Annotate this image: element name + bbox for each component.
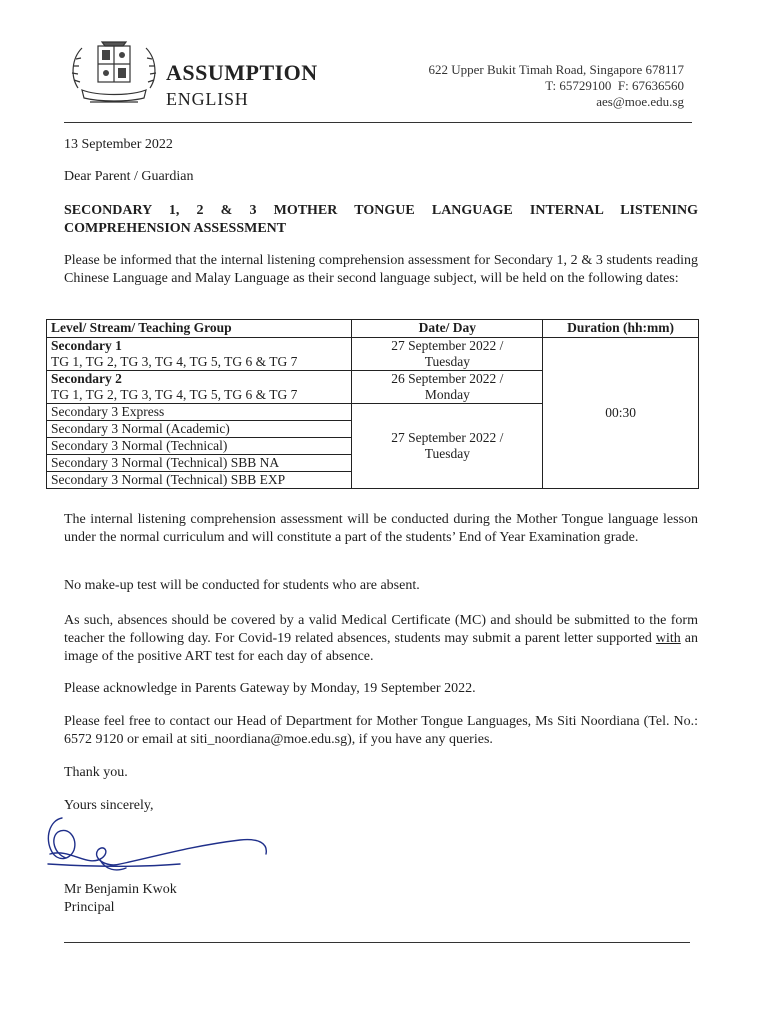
assessment-date: 27 September 2022 / (391, 430, 504, 445)
letter-date: 13 September 2022 (64, 137, 173, 152)
teaching-groups: TG 1, TG 2, TG 3, TG 4, TG 5, TG 6 & TG 7 (51, 354, 298, 369)
absence-text-underlined: with (655, 631, 681, 646)
school-name: ASSUMPTION (166, 60, 318, 85)
assessment-day: Monday (424, 387, 470, 402)
date-cell (352, 338, 543, 371)
date-cell (352, 371, 543, 404)
header-divider (64, 122, 692, 123)
assessment-schedule-table (46, 319, 699, 489)
level-name: Secondary 1 (51, 338, 122, 353)
school-email: aes@moe.edu.sg (596, 94, 684, 109)
absence-text-part1: As such, absences should be covered by a valid Medical Certificate (MC) and should be submitted to the form teacher the following day. For Covid-19 related absences, students may submit a parent letter supported (64, 613, 698, 646)
column-header-level: Level/ Stream/ Teaching Group (47, 320, 352, 338)
school-tel: T: 65729100 (545, 78, 612, 93)
conduct-paragraph: The internal listening comprehension assessment will be conducted during the Mother Tongue language lesson under the normal curriculum and will constitute a part of the students’ End of Year Examination grade. (64, 512, 698, 545)
signer-name: Mr Benjamin Kwok (64, 882, 177, 897)
assessment-day: Tuesday (424, 354, 470, 369)
table-row (47, 338, 699, 371)
column-header-duration: Duration (hh:mm) (543, 320, 699, 338)
level-cell (47, 371, 352, 404)
contact-paragraph: Please feel free to contact our Head of Department for Mother Tongue Languages, Ms Siti Noordiana (Tel. No.: 6572 9120 or email at siti_noordiana@moe.edu.sg), if you have any queries. (64, 714, 698, 747)
assessment-date: 27 September 2022 / (391, 338, 504, 353)
date-cell (352, 404, 543, 489)
makeup-paragraph: No make-up test will be conducted for students who are absent. (64, 578, 420, 593)
letter-salutation: Dear Parent / Guardian (64, 169, 194, 184)
assessment-date: 26 September 2022 / (391, 371, 504, 386)
assessment-day: Tuesday (424, 446, 470, 461)
school-crest-icon (68, 36, 160, 108)
school-fax: F: 67636560 (617, 78, 684, 93)
column-header-date: Date/ Day (352, 320, 543, 338)
stream-cell: Secondary 3 Express (47, 404, 352, 421)
teaching-groups: TG 1, TG 2, TG 3, TG 4, TG 5, TG 6 & TG 7 (51, 387, 298, 402)
school-address-block (428, 62, 684, 110)
acknowledge-paragraph: Please acknowledge in Parents Gateway by Monday, 19 September 2022. (64, 681, 476, 696)
stream-cell: Secondary 3 Normal (Technical) SBB EXP (47, 472, 352, 489)
school-contact-numbers (428, 78, 684, 94)
school-address: 622 Upper Bukit Timah Road, Singapore 678117 (428, 62, 684, 77)
signer-title: Principal (64, 900, 115, 915)
stream-cell: Secondary 3 Normal (Technical) (47, 438, 352, 455)
level-cell (47, 338, 352, 371)
thank-you-line: Thank you. (64, 765, 128, 780)
absence-text-part2: an image of the positive ART test for each day of absence. (64, 631, 698, 664)
duration-cell: 00:30 (543, 338, 699, 489)
table-header-row (47, 320, 699, 338)
school-subtitle: ENGLISH (166, 89, 249, 109)
stream-cell: Secondary 3 Normal (Academic) (47, 421, 352, 438)
intro-paragraph: Please be informed that the internal listening comprehension assessment for Secondary 1, 2 & 3 students reading Chinese Language and Malay Language as their second language subject, will be held on the following dates: (64, 253, 698, 286)
absence-paragraph (64, 612, 698, 666)
signature-icon (40, 808, 280, 886)
closing-line: Yours sincerely, (64, 798, 154, 813)
letter-subject: SECONDARY 1, 2 & 3 MOTHER TONGUE LANGUAGE INTERNAL LISTENING COMPREHENSION ASSESSMENT (64, 203, 698, 236)
footer-divider (64, 942, 690, 943)
level-name: Secondary 2 (51, 371, 122, 386)
stream-cell: Secondary 3 Normal (Technical) SBB NA (47, 455, 352, 472)
